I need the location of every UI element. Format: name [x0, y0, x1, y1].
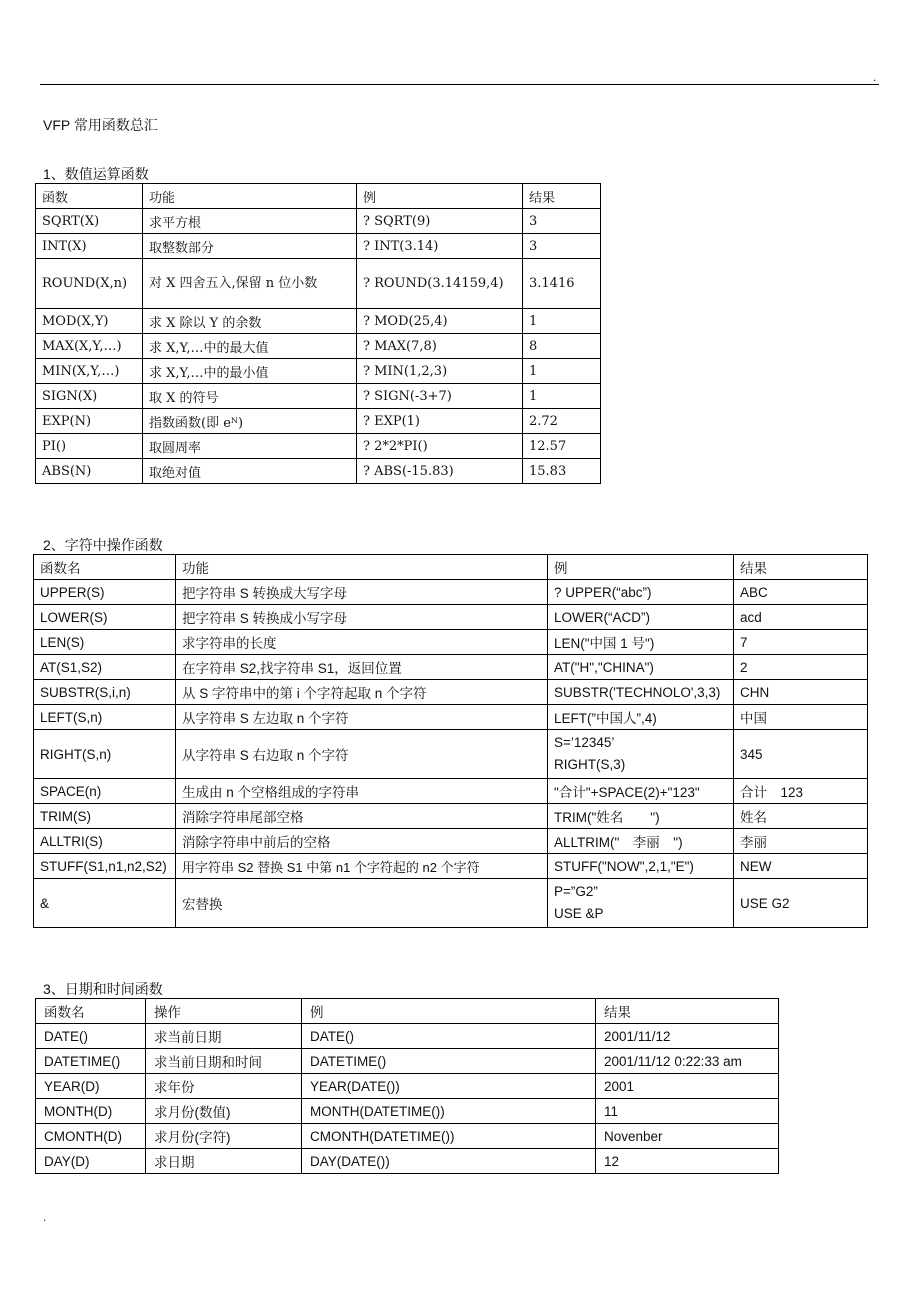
table-row	[34, 730, 868, 779]
result-cell: 11	[596, 1099, 779, 1124]
header-cell: 例	[357, 184, 523, 209]
description-cell: 求当前日期和时间	[146, 1049, 302, 1074]
result-cell: 2001	[596, 1074, 779, 1099]
example-line: P=”G2”	[554, 884, 598, 899]
description-cell: 取整数部分	[143, 234, 357, 259]
header-cell: 结果	[596, 999, 779, 1024]
header-cell: 结果	[523, 184, 601, 209]
table-row	[36, 334, 601, 359]
result-cell: 3.1416	[523, 259, 601, 309]
table-row	[36, 434, 601, 459]
function-cell: SUBSTR(S,i,n)	[34, 680, 176, 705]
table-row	[34, 680, 868, 705]
description-cell: 宏替换	[176, 879, 548, 928]
description-cell: 把字符串 S 转换成大写字母	[176, 580, 548, 605]
result-cell: 姓名	[734, 804, 868, 829]
numeric-functions-table	[35, 183, 601, 484]
description-cell: 求 X,Y,…中的最大值	[143, 334, 357, 359]
table-row	[36, 384, 601, 409]
function-cell: EXP(N)	[36, 409, 143, 434]
function-cell: DATETIME()	[36, 1049, 146, 1074]
result-cell: 2001/11/12 0:22:33 am	[596, 1049, 779, 1074]
example-line: USE &P	[554, 906, 604, 921]
table-row	[34, 879, 868, 928]
description-cell: 取圆周率	[143, 434, 357, 459]
description-cell: 用字符串 S2 替换 S1 中第 n1 个字符起的 n2 个字符	[176, 854, 548, 879]
function-cell: UPPER(S)	[34, 580, 176, 605]
date-functions-table	[35, 998, 779, 1174]
header-cell: 函数名	[36, 999, 146, 1024]
function-cell: YEAR(D)	[36, 1074, 146, 1099]
function-cell: PI()	[36, 434, 143, 459]
example-cell: MONTH(DATETIME())	[302, 1099, 596, 1124]
example-cell: LOWER(“ACD”)	[548, 605, 734, 630]
function-cell: ROUND(X,n)	[36, 259, 143, 309]
table-row	[36, 459, 601, 484]
table-header-row	[36, 999, 779, 1024]
result-cell: USE G2	[734, 879, 868, 928]
header-cell: 例	[302, 999, 596, 1024]
table-row	[34, 580, 868, 605]
description-cell: 求 X 除以 Y 的余数	[143, 309, 357, 334]
result-cell: 12.57	[523, 434, 601, 459]
function-cell: CMONTH(D)	[36, 1124, 146, 1149]
function-cell: DATE()	[36, 1024, 146, 1049]
result-cell: 3	[523, 234, 601, 259]
result-cell: 中国	[734, 705, 868, 730]
example-cell: YEAR(DATE())	[302, 1074, 596, 1099]
description-cell: 消除字符串中前后的空格	[176, 829, 548, 854]
description-cell: 求平方根	[143, 209, 357, 234]
table-row	[36, 234, 601, 259]
table-row	[34, 804, 868, 829]
function-cell: ABS(N)	[36, 459, 143, 484]
function-cell: SPACE(n)	[34, 779, 176, 804]
example-cell: LEFT(”中国人”,4)	[548, 705, 734, 730]
function-cell: MONTH(D)	[36, 1099, 146, 1124]
description-cell: 求字符串的长度	[176, 630, 548, 655]
description-cell: 求月份(字符)	[146, 1124, 302, 1149]
description-cell: 把字符串 S 转换成小写字母	[176, 605, 548, 630]
header-dot: .	[873, 70, 877, 84]
table-row	[34, 854, 868, 879]
example-line: RIGHT(S,3)	[554, 757, 626, 772]
result-cell: ABC	[734, 580, 868, 605]
result-cell: 8	[523, 334, 601, 359]
description-cell: 求年份	[146, 1074, 302, 1099]
example-cell: CMONTH(DATETIME())	[302, 1124, 596, 1149]
example-cell: ? MAX(7,8)	[357, 334, 523, 359]
function-cell: AT(S1,S2)	[34, 655, 176, 680]
example-cell: LEN("中国 1 号")	[548, 630, 734, 655]
example-cell: ? EXP(1)	[357, 409, 523, 434]
function-cell: STUFF(S1,n1,n2,S2)	[34, 854, 176, 879]
header-cell: 结果	[734, 555, 868, 580]
example-cell: SUBSTR('TECHNOLO',3,3)	[548, 680, 734, 705]
table-row	[36, 309, 601, 334]
function-cell: MIN(X,Y,…)	[36, 359, 143, 384]
result-cell: CHN	[734, 680, 868, 705]
section-title-numeric: 1、数值运算函数	[43, 166, 149, 182]
function-cell: RIGHT(S,n)	[34, 730, 176, 779]
header-rule	[40, 84, 879, 85]
description-cell: 在字符串 S2,找字符串 S1，返回位置	[176, 655, 548, 680]
table-row	[34, 630, 868, 655]
table-row	[34, 779, 868, 804]
header-cell: 功能	[176, 555, 548, 580]
function-cell: DAY(D)	[36, 1149, 146, 1174]
example-cell: DATETIME()	[302, 1049, 596, 1074]
example-cell: DAY(DATE())	[302, 1149, 596, 1174]
result-cell: 15.83	[523, 459, 601, 484]
example-cell: AT("H","CHINA")	[548, 655, 734, 680]
example-cell: ? SIGN(-3+7)	[357, 384, 523, 409]
description-cell: 生成由 n 个空格组成的字符串	[176, 779, 548, 804]
example-cell: STUFF("NOW",2,1,"E")	[548, 854, 734, 879]
result-cell: 7	[734, 630, 868, 655]
table-row	[34, 829, 868, 854]
description-cell: 对 X 四舍五入,保留 n 位小数	[143, 259, 357, 309]
description-cell: 从字符串 S 右边取 n 个字符	[176, 730, 548, 779]
table-row	[36, 1124, 779, 1149]
example-cell: TRIM("姓名 ")	[548, 804, 734, 829]
example-cell: ? MIN(1,2,3)	[357, 359, 523, 384]
header-cell: 功能	[143, 184, 357, 209]
example-cell: ? ROUND(3.14159,4)	[357, 259, 523, 309]
table-row	[36, 1074, 779, 1099]
example-cell: ALLTRIM(" 李丽 ")	[548, 829, 734, 854]
example-cell: ? ABS(-15.83)	[357, 459, 523, 484]
description-cell: 从字符串 S 左边取 n 个字符	[176, 705, 548, 730]
footer-dot: .	[43, 1210, 47, 1224]
example-cell	[548, 730, 734, 779]
table-row	[36, 1049, 779, 1074]
result-cell: acd	[734, 605, 868, 630]
table-row	[34, 655, 868, 680]
table-row	[34, 705, 868, 730]
result-cell: 合计 123	[734, 779, 868, 804]
description-cell: 从 S 字符串中的第 i 个字符起取 n 个字符	[176, 680, 548, 705]
header-cell: 函数	[36, 184, 143, 209]
description-cell: 消除字符串尾部空格	[176, 804, 548, 829]
result-cell: 1	[523, 359, 601, 384]
example-line: S=’12345’	[554, 735, 615, 750]
table-row	[36, 359, 601, 384]
result-cell: 1	[523, 384, 601, 409]
result-cell: 1	[523, 309, 601, 334]
description-cell: 求月份(数值)	[146, 1099, 302, 1124]
example-cell: DATE()	[302, 1024, 596, 1049]
example-cell: ? UPPER(“abc”)	[548, 580, 734, 605]
string-functions-table	[33, 554, 868, 928]
function-cell: MAX(X,Y,…)	[36, 334, 143, 359]
function-cell: SIGN(X)	[36, 384, 143, 409]
result-cell: 3	[523, 209, 601, 234]
example-cell: "合计"+SPACE(2)+"123"	[548, 779, 734, 804]
table-header-row	[34, 555, 868, 580]
result-cell: Novenber	[596, 1124, 779, 1149]
result-cell: NEW	[734, 854, 868, 879]
section-title-string: 2、字符中操作函数	[43, 537, 163, 553]
example-cell: ? INT(3.14)	[357, 234, 523, 259]
result-cell: 2	[734, 655, 868, 680]
table-row	[36, 1024, 779, 1049]
table-row	[36, 209, 601, 234]
function-cell: LOWER(S)	[34, 605, 176, 630]
result-cell: 345	[734, 730, 868, 779]
result-cell: 12	[596, 1149, 779, 1174]
result-cell: 2001/11/12	[596, 1024, 779, 1049]
header-cell: 操作	[146, 999, 302, 1024]
example-cell: ? MOD(25,4)	[357, 309, 523, 334]
description-cell: 求 X,Y,…中的最小值	[143, 359, 357, 384]
function-cell: SQRT(X)	[36, 209, 143, 234]
table-row	[36, 409, 601, 434]
description-cell: 取 X 的符号	[143, 384, 357, 409]
function-cell: LEFT(S,n)	[34, 705, 176, 730]
function-cell: LEN(S)	[34, 630, 176, 655]
example-cell	[548, 879, 734, 928]
example-cell: ? SQRT(9)	[357, 209, 523, 234]
table-row	[34, 605, 868, 630]
function-cell: &	[34, 879, 176, 928]
example-cell: ? 2*2*PI()	[357, 434, 523, 459]
function-cell: ALLTRI(S)	[34, 829, 176, 854]
document-title: VFP 常用函数总汇	[43, 117, 158, 133]
result-cell: 李丽	[734, 829, 868, 854]
section-title-date: 3、日期和时间函数	[43, 981, 163, 997]
table-row	[36, 1099, 779, 1124]
table-row	[36, 1149, 779, 1174]
header-cell: 函数名	[34, 555, 176, 580]
description-cell: 求当前日期	[146, 1024, 302, 1049]
header-cell: 例	[548, 555, 734, 580]
result-cell: 2.72	[523, 409, 601, 434]
description-cell: 取绝对值	[143, 459, 357, 484]
description-cell: 指数函数(即 eᴺ)	[143, 409, 357, 434]
description-cell: 求日期	[146, 1149, 302, 1174]
function-cell: INT(X)	[36, 234, 143, 259]
function-cell: TRIM(S)	[34, 804, 176, 829]
table-header-row	[36, 184, 601, 209]
function-cell: MOD(X,Y)	[36, 309, 143, 334]
table-row	[36, 259, 601, 309]
